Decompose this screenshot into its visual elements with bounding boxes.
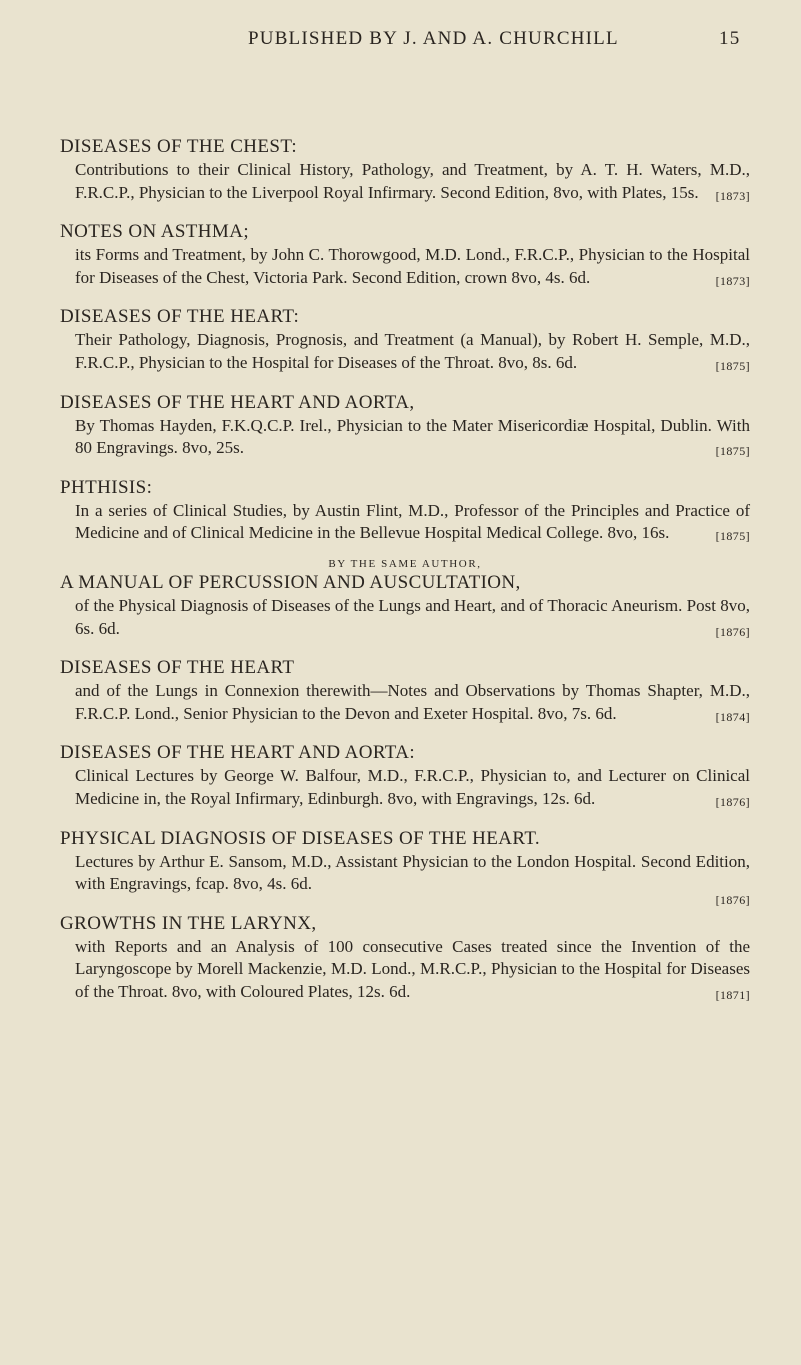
entry-body-text: with Reports and an Analysis of 100 consecutive Cases treated since the Invention of the Laryngoscope by Morell Mackenzie, M.D. Lond., M.R.C.P., Physician to the Hospital for Diseases of the Throat. 8vo, with Coloured Plates, 12s. 6d. [75, 936, 750, 1001]
entry-body-text: its Forms and Treatment, by John C. Thorowgood, M.D. Lond., F.R.C.P., Physician to the Hospital for Diseases of the Chest, Victoria Park. Second Edition, crown 8vo, 4s. 6d. [75, 245, 750, 287]
entry-description [60, 595, 750, 640]
catalogue-entry [60, 391, 750, 460]
entry-body-text: Lectures by Arthur E. Sansom, M.D., Assistant Physician to the London Hospital. Second Edition, with Engravings, fcap. 8vo, 4s. 6d. [75, 851, 750, 894]
entry-heading: DISEASES OF THE HEART [60, 657, 295, 679]
entry-year: [1876] [715, 892, 750, 907]
entry-description [60, 159, 750, 204]
entry-pre-note: BY THE SAME AUTHOR, [328, 557, 482, 570]
entry-heading: NOTES ON ASTHMA; [60, 221, 250, 243]
catalogue-entry [60, 557, 750, 640]
entry-body-text: Their Pathology, Diagnosis, Prognosis, and Treatment (a Manual), by Robert H. Semple, M.D., F.R.C.P., Physician to the Hospital for Diseases of the Throat. 8vo, 8s. 6d. [75, 330, 750, 372]
catalogue-entry [60, 827, 750, 908]
page-number: 15 [719, 28, 741, 49]
catalogue-entry [60, 135, 750, 204]
entry-description [60, 500, 750, 545]
entry-year: [1876] [715, 794, 750, 809]
entry-body-text: of the Physical Diagnosis of Diseases of the Lungs and Heart, and of Thoracic Aneurism. Post 8vo, 6s. 6d. [75, 595, 750, 638]
entry-body-text: and of the Lungs in Connexion therewith—Notes and Observations by Thomas Shapter, M.D., F.R.C.P. Lond., Senior Physician to the Devon and Exeter Hospital. 8vo, 7s. 6d. [75, 681, 750, 723]
running-head-title: PUBLISHED BY J. AND A. CHURCHILL [248, 28, 619, 49]
entry-body-text: In a series of Clinical Studies, by Austin Flint, M.D., Professor of the Principles and Practice of Medicine and of Clinical Medicine in the Bellevue Hospital Medical College. 8vo, 16s. [75, 500, 750, 543]
entry-description [60, 936, 750, 1004]
catalogue-entry [60, 656, 750, 725]
entry-description [60, 415, 750, 460]
entry-heading: DISEASES OF THE CHEST: [60, 136, 298, 157]
entry-year: [1873] [715, 273, 750, 288]
entry-heading: PHTHISIS: [60, 476, 153, 498]
entry-year: [1875] [715, 529, 750, 544]
entry-body-text: Contributions to their Clinical History, Pathology, and Treatment, by A. T. H. Waters, M.D., F.R.C.P., Physician to the Liverpool Royal Infirmary. Second Edition, 8vo, with Plates, 15s. [75, 160, 750, 202]
entry-heading: PHYSICAL DIAGNOSIS OF DISEASES OF THE HEART. [60, 827, 541, 849]
entry-year: [1874] [715, 709, 750, 724]
catalogue-entry [60, 741, 750, 810]
entry-heading: DISEASES OF THE HEART AND AORTA: [60, 742, 416, 764]
entry-body-text: By Thomas Hayden, F.K.Q.C.P. Irel., Physician to the Mater Misericordiæ Hospital, Dublin. With 80 Engravings. 8vo, 25s. [75, 415, 750, 458]
entry-heading: DISEASES OF THE HEART: [60, 306, 300, 328]
entry-description [60, 765, 750, 810]
catalogue-entry [60, 476, 750, 545]
catalogue-entry [60, 912, 750, 1004]
catalogue-entry [60, 305, 750, 374]
entry-description [60, 851, 750, 896]
entry-body-text: Clinical Lectures by George W. Balfour, M.D., F.R.C.P., Physician to, and Lecturer on Clinical Medicine in, the Royal Infirmary, Edinburgh. 8vo, with Engravings, 12s. 6d. [75, 766, 750, 808]
entry-description [60, 329, 750, 374]
entry-year: [1871] [715, 987, 750, 1002]
entry-description [60, 680, 750, 725]
entry-year: [1875] [715, 358, 750, 373]
entry-heading: DISEASES OF THE HEART AND AORTA, [60, 391, 415, 413]
entry-year: [1876] [715, 624, 750, 639]
catalogue-entry [60, 220, 750, 289]
entry-year: [1873] [715, 188, 750, 203]
catalogue-entries [60, 135, 750, 1019]
entry-year: [1875] [715, 444, 750, 459]
entry-description [60, 244, 750, 289]
entry-heading: A MANUAL OF PERCUSSION AND AUSCULTATION, [60, 571, 521, 593]
entry-heading: GROWTHS IN THE LARYNX, [60, 912, 317, 934]
